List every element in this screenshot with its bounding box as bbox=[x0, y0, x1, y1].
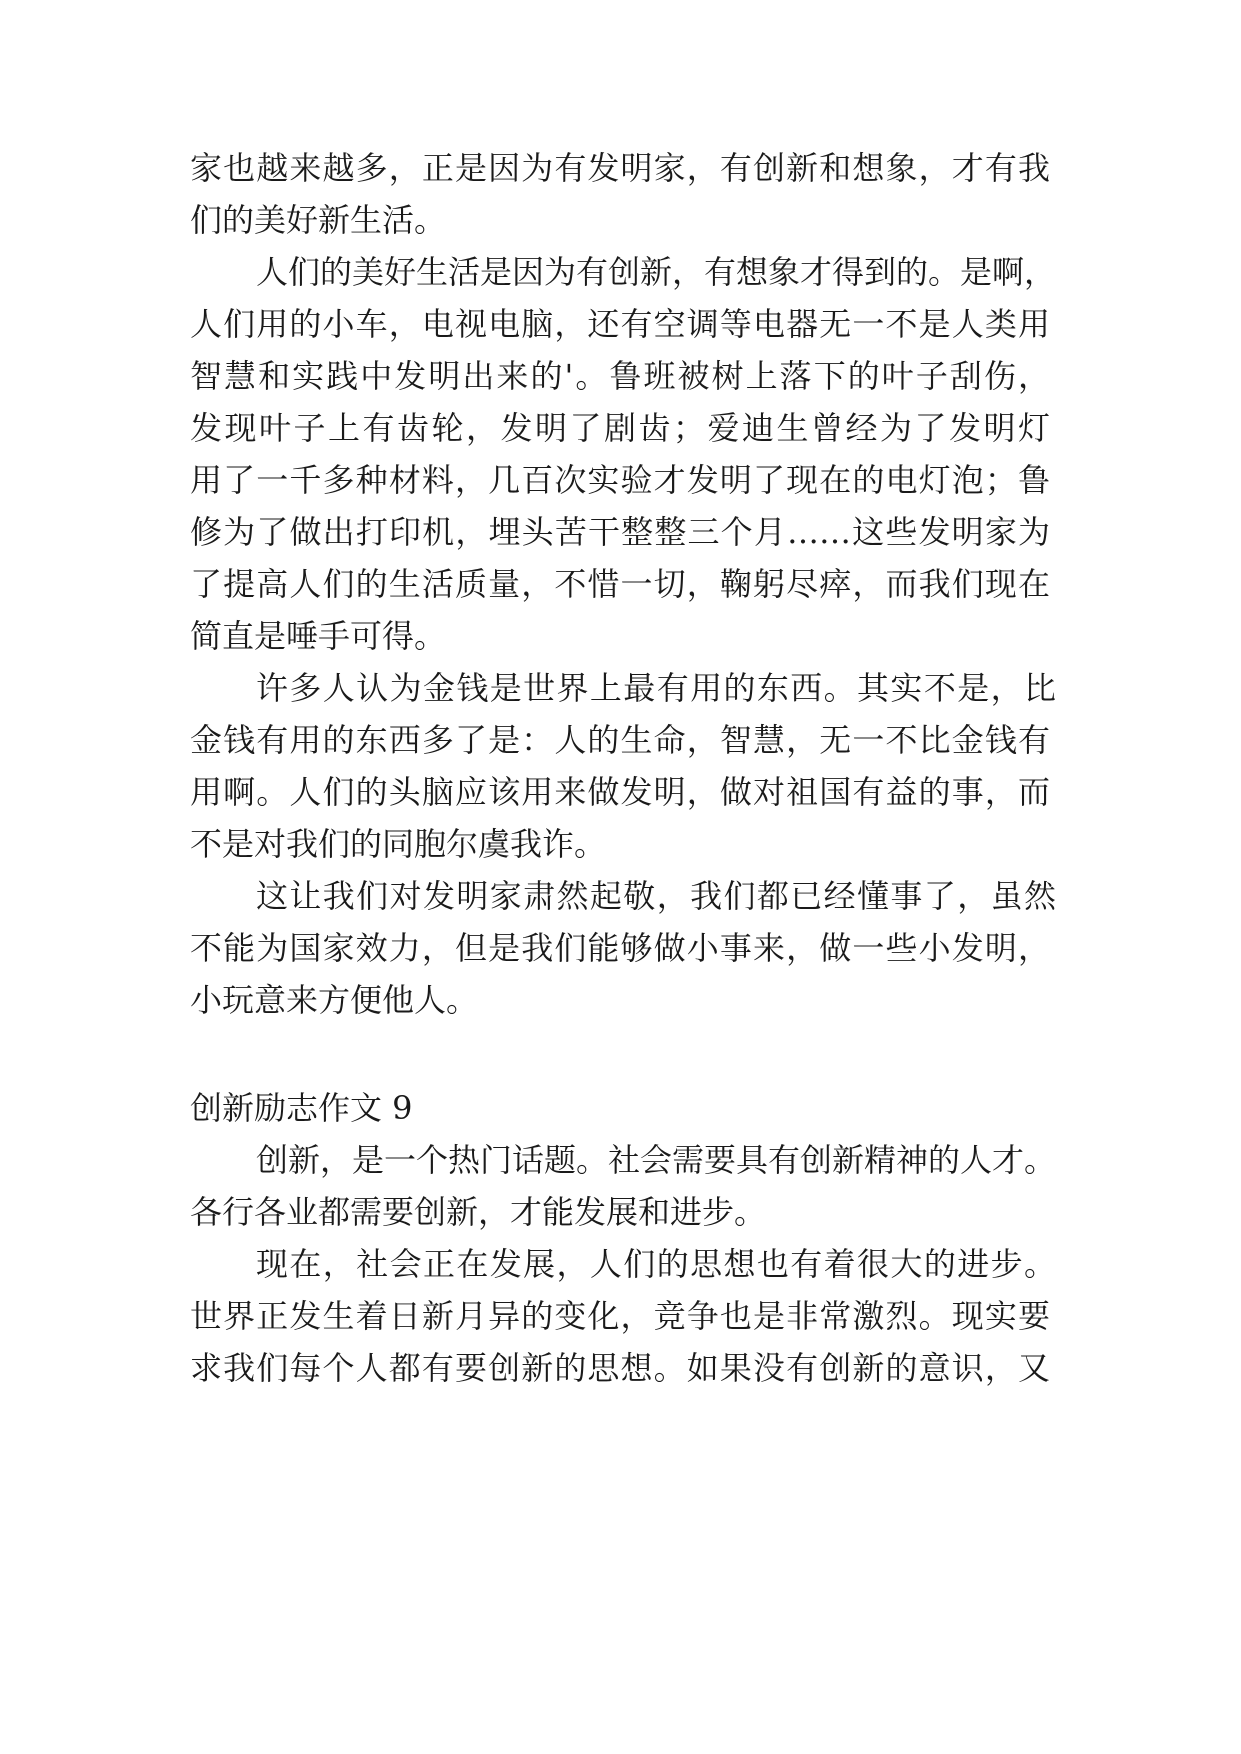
paragraph-start-line: 现在，社会正在发展，人们的思想也有着很大的进步。 bbox=[256, 1245, 1056, 1283]
text-line: 小玩意来方便他人。 bbox=[190, 981, 479, 1019]
text-line: 了提高人们的生活质量，不惜一切，鞠躬尽瘁，而我们现在 bbox=[190, 565, 1050, 603]
text-line: 金钱有用的东西多了是：人的生命，智慧，无一不比金钱有 bbox=[190, 721, 1050, 759]
text-line: 不是对我们的同胞尔虞我诈。 bbox=[190, 825, 607, 863]
text-line: 智慧和实践中发明出来的'。鲁班被树上落下的叶子刮伤， bbox=[190, 357, 1050, 395]
text-line: 各行各业都需要创新，才能发展和进步。 bbox=[190, 1193, 767, 1231]
text-line: 修为了做出打印机，埋头苦干整整三个月……这些发明家为 bbox=[190, 513, 1050, 551]
text-line: 家也越来越多，正是因为有发明家，有创新和想象，才有我 bbox=[190, 149, 1050, 187]
paragraph-start-line: 许多人认为金钱是世界上最有用的东西。其实不是，比 bbox=[256, 669, 1056, 707]
text-line: 用啊。人们的头脑应该用来做发明，做对祖国有益的事，而 bbox=[190, 773, 1050, 811]
text-line: 求我们每个人都有要创新的思想。如果没有创新的意识，又 bbox=[190, 1349, 1050, 1387]
text-line: 人们用的小车，电视电脑，还有空调等电器无一不是人类用 bbox=[190, 305, 1050, 343]
text-line: 们的美好新生活。 bbox=[190, 201, 447, 239]
section-title: 创新励志作文 9 bbox=[190, 1089, 413, 1127]
paragraph-start-line: 这让我们对发明家肃然起敬，我们都已经懂事了，虽然 bbox=[256, 877, 1056, 915]
text-line: 世界正发生着日新月异的变化，竞争也是非常激烈。现实要 bbox=[190, 1297, 1050, 1335]
text-line: 用了一千多种材料，几百次实验才发明了现在的电灯泡；鲁 bbox=[190, 461, 1050, 499]
text-line: 不能为国家效力，但是我们能够做小事来，做一些小发明， bbox=[190, 929, 1050, 967]
paragraph-start-line: 创新，是一个热门话题。社会需要具有创新精神的人才。 bbox=[256, 1141, 1056, 1179]
paragraph-start-line: 人们的美好生活是因为有创新，有想象才得到的。是啊， bbox=[256, 253, 1056, 291]
text-line: 发现叶子上有齿轮，发明了剧齿；爱迪生曾经为了发明灯 bbox=[190, 409, 1050, 447]
text-line: 简直是唾手可得。 bbox=[190, 617, 447, 655]
